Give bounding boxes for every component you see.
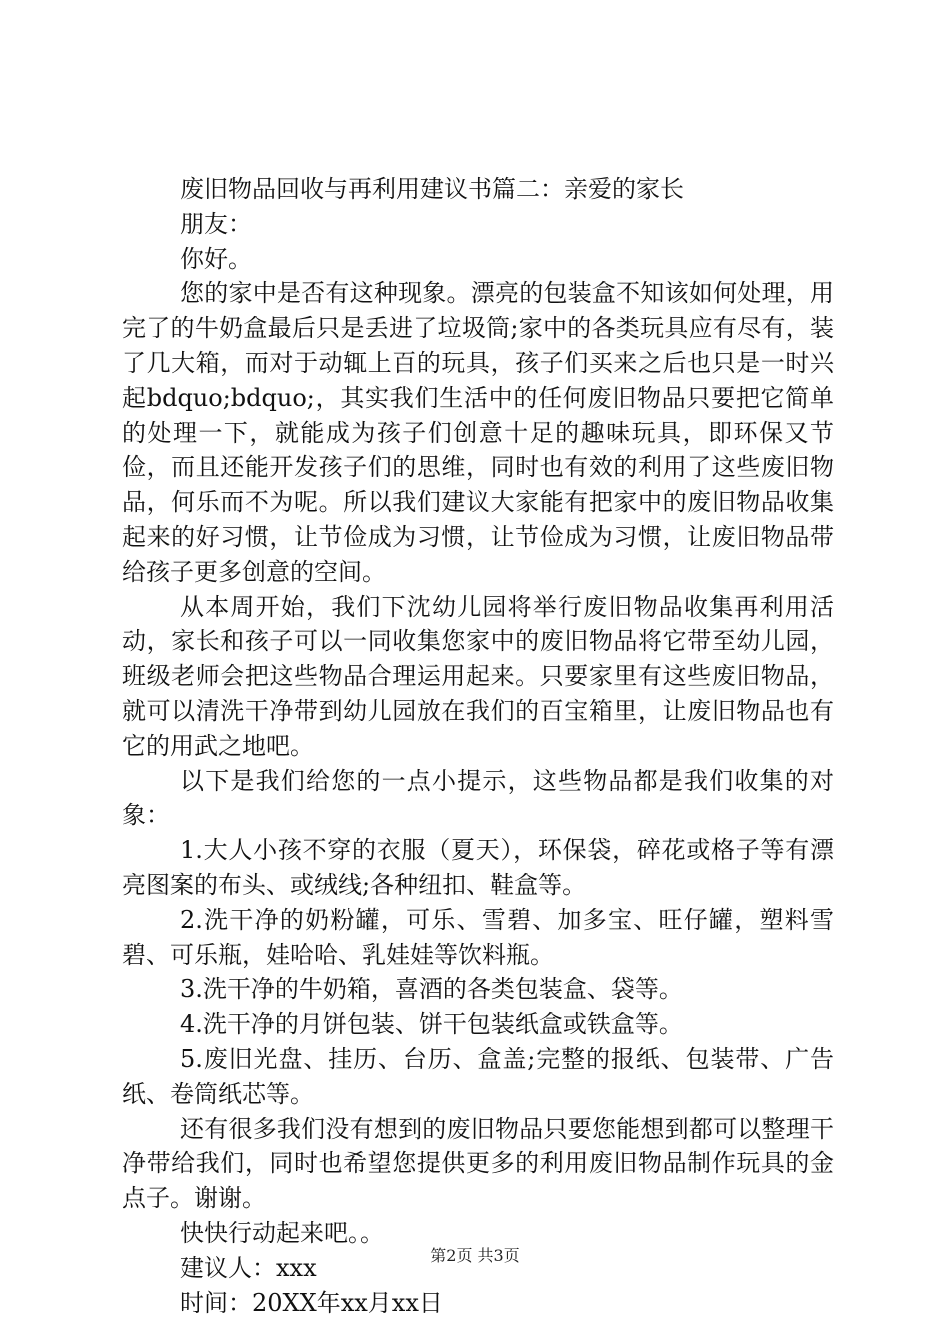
date-line: 时间：20XX年xx月xx日 [180,1288,443,1317]
paragraph-closing: 还有很多我们没有想到的废旧物品只要您能想到都可以整理干净带给我们，同时也希望您提供更多的利用废旧物品制作玩具的金点子。谢谢。 [122,1114,834,1213]
list-item: 2.洗干净的奶粉罐，可乐、雪碧、加多宝、旺仔罐，塑料雪碧、可乐瓶，娃哈哈、乳娃娃等饮料瓶。 [122,905,834,969]
greeting: 你好。 [180,244,252,273]
paragraph-activity: 从本周开始，我们下沈幼儿园将举行废旧物品收集再利用活动，家长和孩子可以一同收集您家中的废旧物品将它带至幼儿园，班级老师会把这些物品合理运用起来。只要家里有这些废旧物品，就可以清洗干净带到幼儿园放在我们的百宝箱里，让废旧物品也有它的用武之地吧。 [122,592,834,760]
paragraph-intro: 您的家中是否有这种现象。漂亮的包装盒不知该如何处理，用完了的牛奶盒最后只是丢进了垃圾筒;家中的各类玩具应有尽有，装了几大箱，而对于动辄上百的玩具，孩子们买来之后也只是一时兴起bdquo;bdquo;，其实我们生活中的任何废旧物品只要把它简单的处理一下，就能成为孩子们创意十足的趣味玩具，即环保又节俭，而且还能开发孩子们的思维，同时也有效的利用了这些废旧物品，何乐而不为呢。所以我们建议大家能有把家中的废旧物品收集起来的好习惯，让节俭成为习惯，让节俭成为习惯，让废旧物品带给孩子更多创意的空间。 [122,279,834,586]
document-body [122,172,834,1320]
list-item: 1.大人小孩不穿的衣服（夏天），环保袋，碎花或格子等有漂亮图案的布头、或绒线;各种纽扣、鞋盒等。 [122,836,834,899]
page-indicator: 第2页 共3页 [430,1246,520,1265]
proposer-line: 建议人：xxx [180,1253,317,1282]
title-line-continued: 朋友： [180,209,252,238]
page-footer [0,1243,950,1266]
list-item: 3.洗干净的牛奶箱，喜酒的各类包装盒、袋等。 [180,975,683,1004]
paragraph-tips: 以下是我们给您的一点小提示，这些物品都是我们收集的对象： [122,766,834,830]
call-to-action: 快快行动起来吧。。 [180,1218,384,1247]
title-line: 废旧物品回收与再利用建议书篇二：亲爱的家长 [180,175,684,203]
list-item: 4.洗干净的月饼包装、饼干包装纸盒或铁盒等。 [180,1010,683,1039]
list-item: 5.废旧光盘、挂历、台历、盒盖;完整的报纸、包装带、广告纸、卷筒纸芯等。 [122,1044,834,1108]
